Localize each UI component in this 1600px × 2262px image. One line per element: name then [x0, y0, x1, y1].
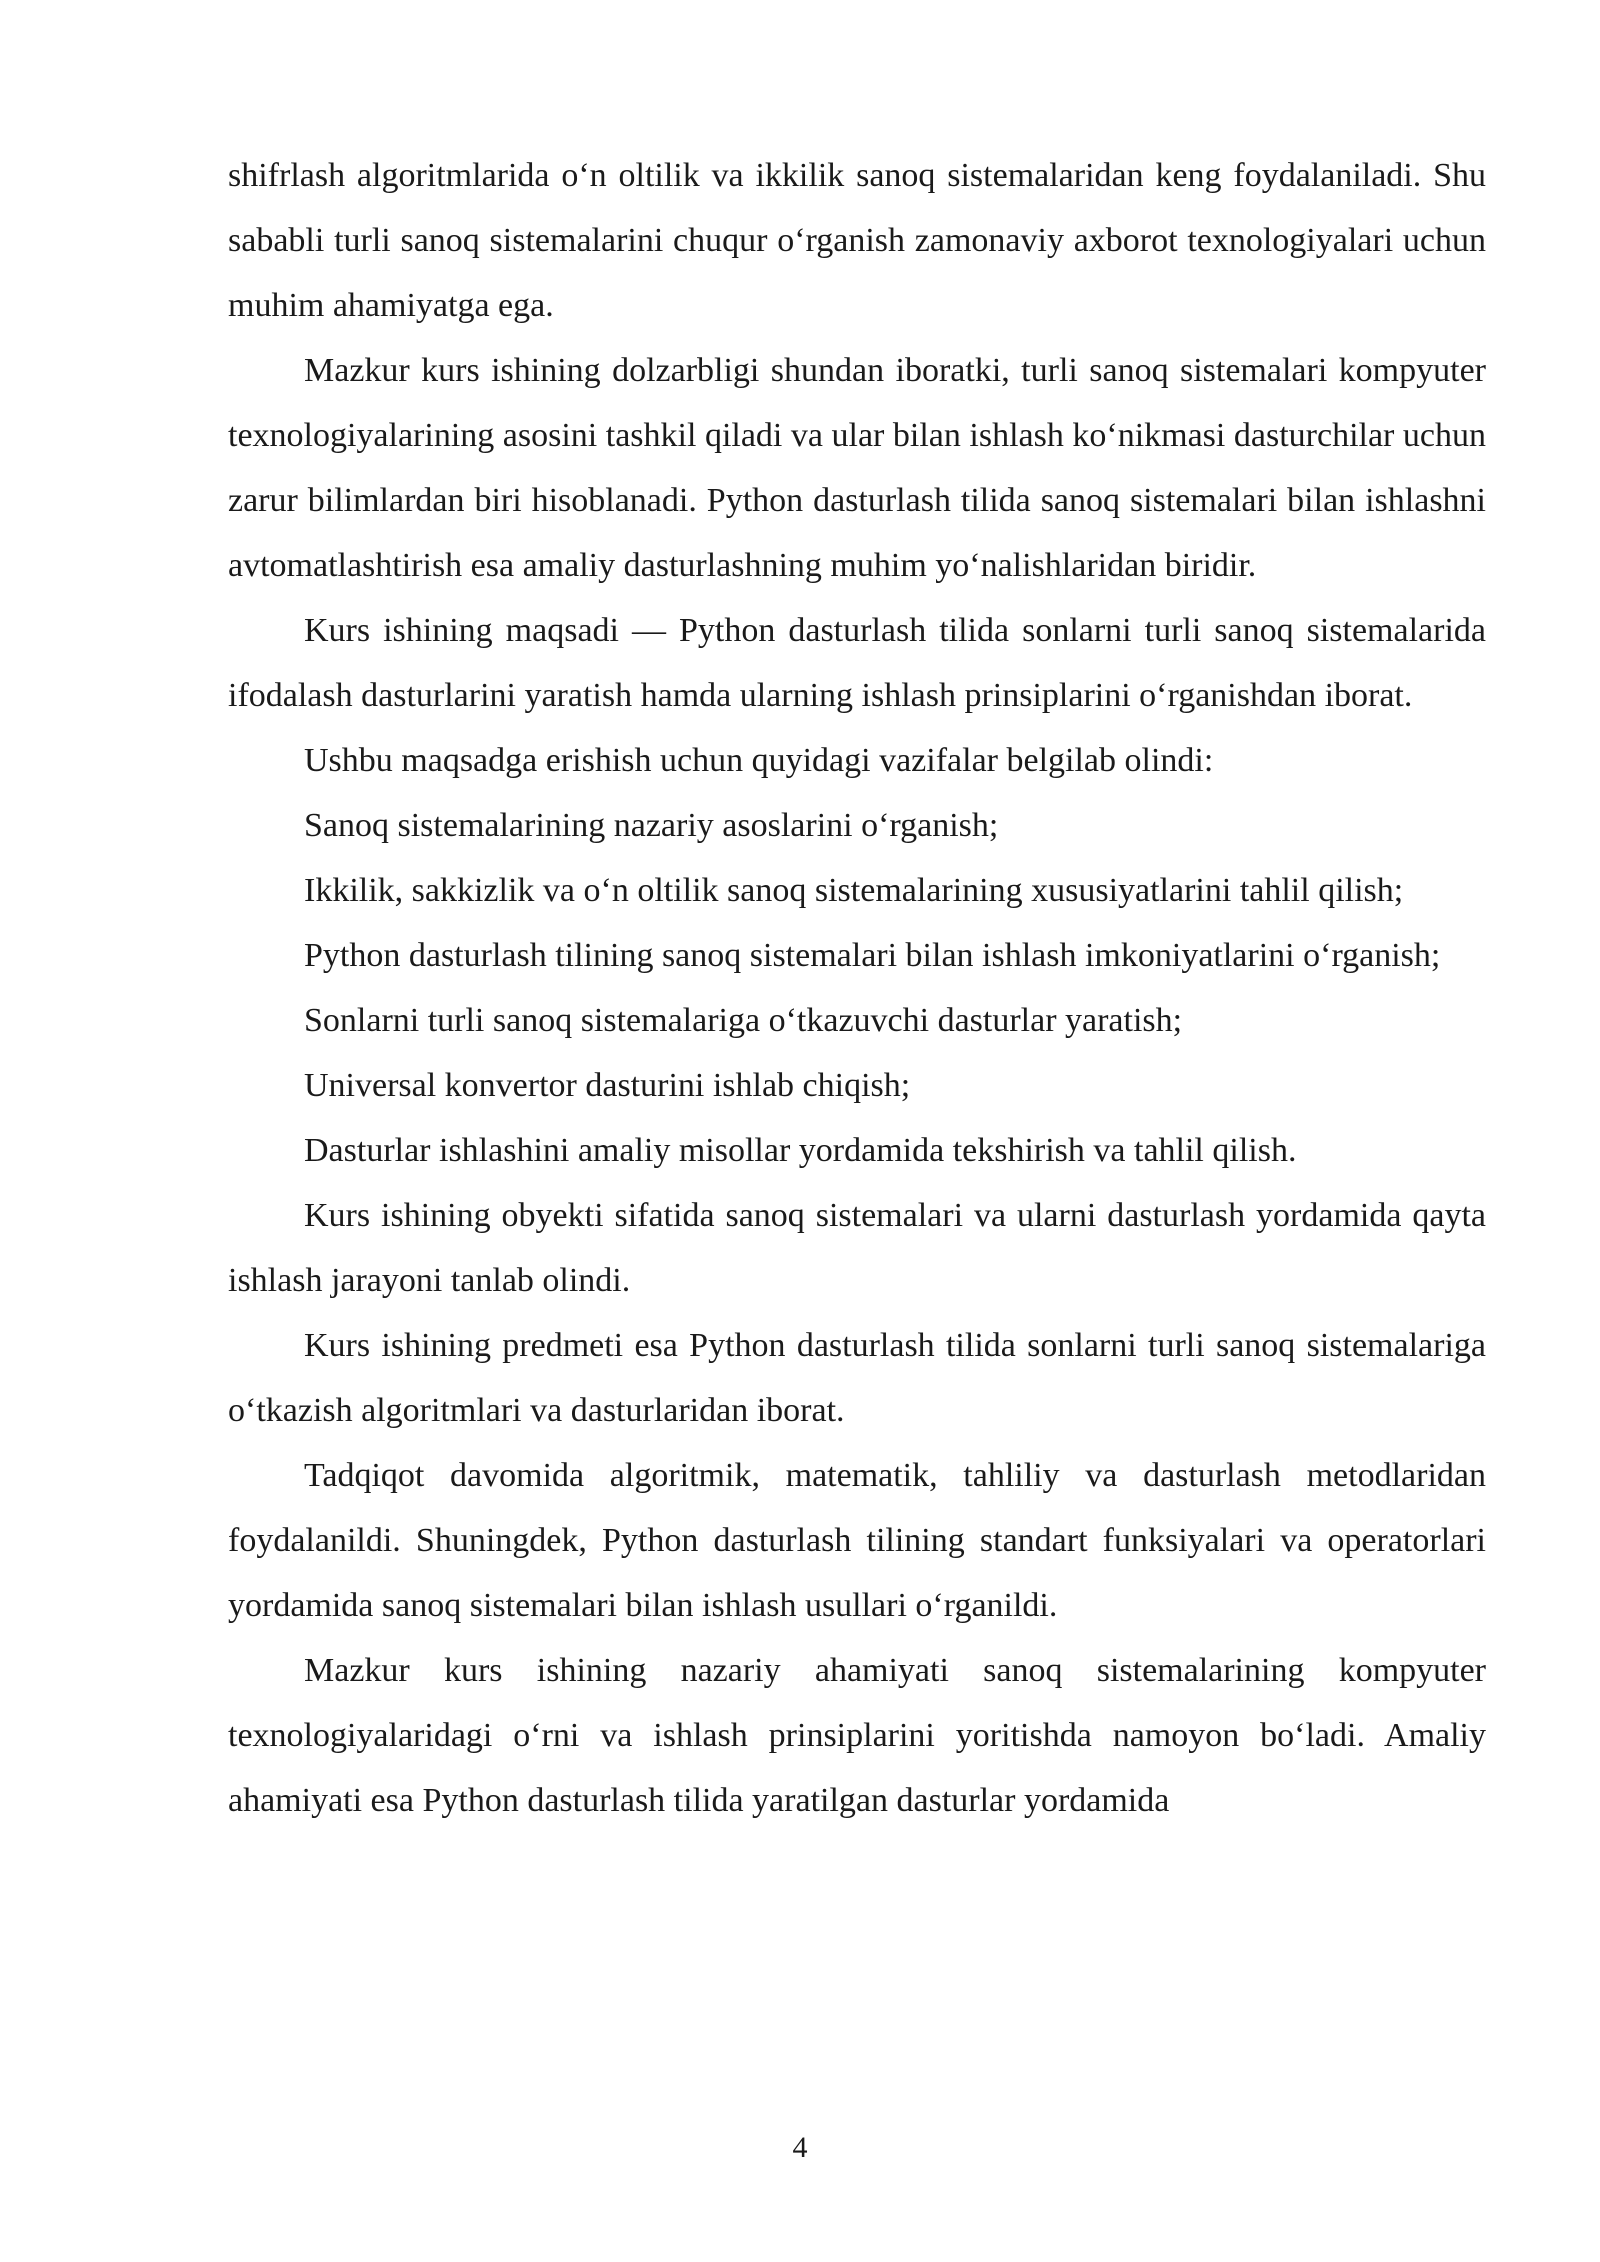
paragraph-goal: Kurs ishining maqsadi — Python dasturlash tilida sonlarni turli sanoq sistemalarida ifodalash dasturlarini yaratish hamda ularning ishlash prinsiplarini o‘rganishdan iborat. — [228, 612, 1486, 714]
paragraph-significance: Mazkur kurs ishining nazariy ahamiyati sanoq sistemalarining kompyuter texnologiyalaridagi o‘rni va ishlash prinsiplarini yoritishda namoyon bo‘ladi. Amaliy ahamiyati esa Python dasturlash tilida yaratilgan dasturlar yordamida — [228, 1652, 1486, 1819]
paragraph-relevance: Mazkur kurs ishining dolzarbligi shundan iboratki, turli sanoq sistemalari kompyuter texnologiyalarining asosini tashkil qiladi va ular bilan ishlash ko‘nikmasi dasturchilar uchun zarur bilimlardan biri hisoblanadi. Python dasturlash tilida sanoq sistemalari bilan ishlashni avtomatlashtirish esa amaliy dasturlashning muhim yo‘nalishlaridan biridir. — [228, 352, 1486, 584]
task-item: Sonlarni turli sanoq sistemalariga o‘tkazuvchi dasturlar yaratish; — [304, 1002, 1183, 1039]
task-item: Python dasturlash tilining sanoq sistemalari bilan ishlash imkoniyatlarini o‘rganish; — [304, 937, 1441, 974]
paragraph-continued: shifrlash algoritmlarida o‘n oltilik va ikkilik sanoq sistemalaridan keng foydalaniladi. Shu sababli turli sanoq sistemalarini chuqur o‘rganish zamonaviy axborot texnologiyalari uchun muhim ahamiyatga ega. — [228, 157, 1486, 324]
task-item: Dasturlar ishlashini amaliy misollar yordamida tekshirish va tahlil qilish. — [304, 1132, 1297, 1169]
task-item: Universal konvertor dasturini ishlab chiqish; — [304, 1067, 911, 1104]
page-number: 4 — [792, 2131, 808, 2164]
task-item: Sanoq sistemalarining nazariy asoslarini o‘rganish; — [304, 807, 999, 844]
paragraph-methods: Tadqiqot davomida algoritmik, matematik, tahliliy va dasturlash metodlaridan foydalanildi. Shuningdek, Python dasturlash tilining standart funksiyalari va operatorlari yordamida sanoq sistemalari bilan ishlash usullari o‘rganildi. — [228, 1457, 1486, 1624]
page-body — [228, 143, 1486, 1833]
paragraph-object: Kurs ishining obyekti sifatida sanoq sistemalari va ularni dasturlash yordamida qayta ishlash jarayoni tanlab olindi. — [228, 1197, 1486, 1299]
paragraph-tasks-intro: Ushbu maqsadga erishish uchun quyidagi vazifalar belgilab olindi: — [304, 742, 1214, 779]
paragraph-subject: Kurs ishining predmeti esa Python dasturlash tilida sonlarni turli sanoq sistemalariga o‘tkazish algoritmlari va dasturlaridan iborat. — [228, 1327, 1486, 1429]
task-item: Ikkilik, sakkizlik va o‘n oltilik sanoq sistemalarining xususiyatlarini tahlil qilish; — [304, 872, 1404, 909]
